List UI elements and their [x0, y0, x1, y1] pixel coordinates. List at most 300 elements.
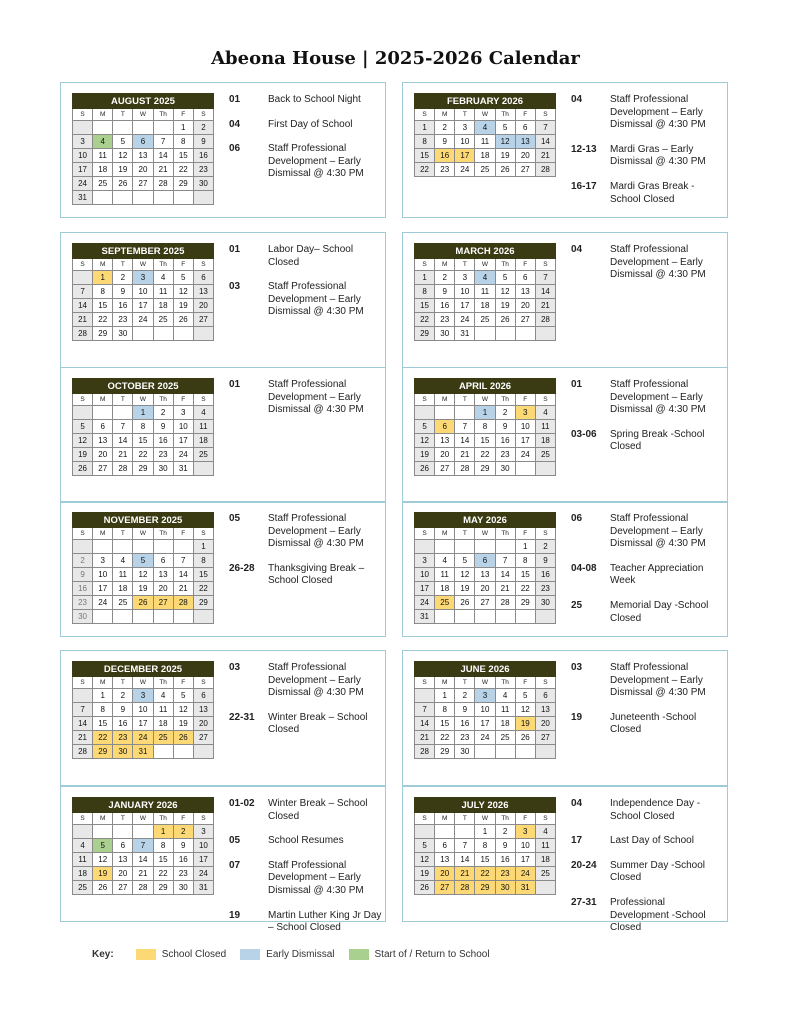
- event-description: Winter Break – School Closed: [268, 711, 368, 736]
- month-panel: [60, 650, 386, 786]
- calendar-day: 11: [93, 149, 113, 163]
- calendar-day: 27: [515, 163, 535, 177]
- calendar-day: 16: [193, 149, 213, 163]
- calendar-day: 30: [455, 745, 475, 759]
- calendar-day: 16: [73, 582, 93, 596]
- calendar-day: 14: [415, 717, 435, 731]
- calendar-day: 20: [153, 582, 173, 596]
- calendar-day: 19: [495, 299, 515, 313]
- calendar-day: 4: [475, 121, 495, 135]
- calendar-day: 31: [133, 745, 153, 759]
- calendar-day: 11: [475, 135, 495, 149]
- day-of-week-header: T: [455, 259, 475, 271]
- calendar-day: 7: [73, 285, 93, 299]
- calendar-day: 9: [455, 703, 475, 717]
- month-panel: [60, 367, 386, 503]
- day-of-week-header: Th: [495, 813, 515, 825]
- event-description: Mardi Gras – Early Dismissal @ 4:30 PM: [610, 143, 706, 168]
- calendar-empty-cell: [93, 406, 113, 420]
- calendar-day: 3: [193, 825, 213, 839]
- event-date: 03: [229, 281, 241, 293]
- month-panel: [402, 82, 728, 218]
- event-description: Summer Day -School Closed: [610, 859, 706, 884]
- calendar-day: 4: [435, 554, 455, 568]
- calendar-day: 16: [153, 434, 173, 448]
- event-date: 04: [571, 798, 583, 809]
- event-list: [571, 798, 725, 935]
- calendar-day: 11: [535, 839, 555, 853]
- calendar-day: 5: [113, 135, 133, 149]
- month-title: FEBRUARY 2026: [415, 94, 556, 109]
- calendar-day: 19: [455, 582, 475, 596]
- day-of-week-header: S: [73, 677, 93, 689]
- calendar-day: 15: [415, 149, 435, 163]
- event-date: 05: [229, 835, 241, 847]
- calendar-day: 7: [415, 703, 435, 717]
- calendar-day: 12: [495, 135, 515, 149]
- calendar-day: 3: [173, 406, 193, 420]
- calendar-day: 22: [93, 313, 113, 327]
- calendar-day: 3: [133, 271, 153, 285]
- calendar-empty-cell: [113, 540, 133, 554]
- calendar-day: 29: [475, 462, 495, 476]
- calendar-day: 17: [133, 299, 153, 313]
- calendar-day: 10: [93, 568, 113, 582]
- calendar-day: 14: [495, 568, 515, 582]
- calendar-day: 26: [415, 881, 435, 895]
- calendar-day: 24: [93, 596, 113, 610]
- calendar-day: 5: [133, 554, 153, 568]
- calendar-day: 28: [415, 745, 435, 759]
- calendar-day: 27: [435, 462, 455, 476]
- calendar-day: 8: [153, 839, 173, 853]
- day-of-week-header: W: [133, 813, 153, 825]
- event-date: 27-31: [571, 896, 597, 908]
- calendar-day: 17: [93, 582, 113, 596]
- calendar-day: 23: [535, 582, 555, 596]
- calendar-day: 21: [535, 149, 555, 163]
- event-description: Memorial Day -School Closed: [610, 599, 709, 624]
- event-date: 04: [571, 244, 583, 255]
- calendar-day: 20: [535, 717, 555, 731]
- calendar-day: 6: [193, 689, 213, 703]
- calendar-empty-cell: [495, 610, 515, 624]
- event-item: [571, 144, 725, 169]
- calendar-empty-cell: [475, 610, 495, 624]
- calendar-day: 19: [173, 717, 193, 731]
- day-of-week-header: F: [515, 813, 535, 825]
- calendar-empty-cell: [93, 610, 113, 624]
- event-list: [229, 379, 383, 417]
- calendar-day: 7: [495, 554, 515, 568]
- calendar-day: 18: [113, 582, 133, 596]
- calendar-day: 7: [113, 420, 133, 434]
- event-list: [571, 379, 725, 454]
- month-panel: [60, 501, 386, 637]
- calendar-day: 2: [113, 271, 133, 285]
- month-calendar: [414, 512, 556, 624]
- calendar-day: 12: [113, 149, 133, 163]
- calendar-empty-cell: [113, 825, 133, 839]
- calendar-day: 20: [515, 299, 535, 313]
- calendar-day: 27: [193, 731, 213, 745]
- calendar-empty-cell: [415, 540, 435, 554]
- calendar-empty-cell: [73, 406, 93, 420]
- event-date: 20-24: [571, 859, 597, 871]
- calendar-day: 30: [113, 327, 133, 341]
- day-of-week-header: M: [93, 528, 113, 540]
- day-of-week-header: F: [173, 813, 193, 825]
- calendar-day: 15: [93, 299, 113, 313]
- calendar-day: 21: [73, 731, 93, 745]
- calendar-day: 10: [133, 285, 153, 299]
- calendar-day: 9: [113, 285, 133, 299]
- day-of-week-header: S: [193, 528, 213, 540]
- event-description: Spring Break -School Closed: [610, 428, 705, 453]
- day-of-week-header: S: [415, 259, 435, 271]
- calendar-day: 13: [515, 285, 535, 299]
- calendar-day: 5: [495, 271, 515, 285]
- calendar-day: 25: [153, 731, 173, 745]
- calendar-day: 2: [435, 271, 455, 285]
- calendar-day: 24: [475, 731, 495, 745]
- calendar-day: 23: [73, 596, 93, 610]
- calendar-day: 24: [515, 867, 535, 881]
- calendar-day: 9: [113, 703, 133, 717]
- calendar-day: 8: [515, 554, 535, 568]
- calendar-day: 28: [173, 596, 193, 610]
- calendar-day: 8: [93, 285, 113, 299]
- calendar-empty-cell: [113, 121, 133, 135]
- calendar-day: 26: [455, 596, 475, 610]
- calendar-empty-cell: [73, 121, 93, 135]
- calendar-day: 23: [455, 731, 475, 745]
- month-calendar: [414, 243, 556, 341]
- calendar-empty-cell: [113, 610, 133, 624]
- day-of-week-header: F: [515, 528, 535, 540]
- calendar-day: 5: [415, 839, 435, 853]
- day-of-week-header: S: [193, 394, 213, 406]
- calendar-day: 27: [475, 596, 495, 610]
- calendar-empty-cell: [73, 825, 93, 839]
- month-calendar: [72, 243, 214, 341]
- calendar-day: 2: [153, 406, 173, 420]
- event-list: [229, 513, 383, 588]
- calendar-day: 16: [495, 853, 515, 867]
- calendar-day: 15: [133, 434, 153, 448]
- event-description: Staff Professional Development – Early Dismissal @ 4:30 PM: [610, 379, 706, 416]
- calendar-day: 26: [173, 313, 193, 327]
- calendar-day: 16: [535, 568, 555, 582]
- event-description: Thanksgiving Break – School Closed: [268, 562, 365, 587]
- calendar-day: 3: [93, 554, 113, 568]
- calendar-day: 25: [535, 448, 555, 462]
- calendar-day: 24: [73, 177, 93, 191]
- day-of-week-header: T: [113, 259, 133, 271]
- calendar-day: 21: [495, 582, 515, 596]
- calendar-day: 7: [455, 839, 475, 853]
- calendar-day: 7: [73, 703, 93, 717]
- calendar-day: 31: [415, 610, 435, 624]
- day-of-week-header: S: [193, 677, 213, 689]
- calendar-day: 25: [153, 313, 173, 327]
- calendar-empty-cell: [435, 610, 455, 624]
- event-description: Staff Professional Development – Early Dismissal @ 4:30 PM: [268, 513, 364, 550]
- calendar-day: 3: [515, 406, 535, 420]
- calendar-day: 21: [415, 731, 435, 745]
- legend-item-early-dismissal: [240, 949, 334, 960]
- calendar-day: 23: [113, 313, 133, 327]
- event-date: 04: [571, 94, 583, 105]
- day-of-week-header: S: [535, 528, 555, 540]
- calendar-day: 28: [133, 881, 153, 895]
- calendar-day: 28: [113, 462, 133, 476]
- event-item: [571, 513, 725, 551]
- event-date: 25: [571, 599, 583, 611]
- calendar-day: 15: [415, 299, 435, 313]
- event-item: [229, 94, 383, 107]
- calendar-day: 11: [73, 853, 93, 867]
- calendar-day: 9: [153, 420, 173, 434]
- calendar-day: 24: [133, 313, 153, 327]
- calendar-empty-cell: [153, 540, 173, 554]
- event-item: [229, 143, 383, 181]
- event-description: Staff Professional Development – Early Dismissal @ 4:30 PM: [268, 662, 364, 699]
- event-description: Martin Luther King Jr Day – School Closed: [268, 909, 382, 934]
- start-return-swatch: [349, 949, 369, 960]
- calendar-empty-cell: [455, 825, 475, 839]
- calendar-day: 13: [193, 285, 213, 299]
- calendar-day: 11: [153, 285, 173, 299]
- event-description: School Resumes: [268, 835, 344, 847]
- calendar-day: 4: [535, 406, 555, 420]
- event-item: [571, 244, 725, 282]
- calendar-day: 2: [535, 540, 555, 554]
- day-of-week-header: M: [435, 109, 455, 121]
- month-title: AUGUST 2025: [73, 94, 214, 109]
- calendar-day: 18: [495, 717, 515, 731]
- day-of-week-header: F: [515, 109, 535, 121]
- calendar-day: 4: [495, 689, 515, 703]
- calendar-day: 8: [173, 135, 193, 149]
- day-of-week-header: M: [435, 259, 455, 271]
- day-of-week-header: M: [435, 813, 455, 825]
- calendar-day: 21: [73, 313, 93, 327]
- month-panel: [60, 232, 386, 368]
- month-title: SEPTEMBER 2025: [73, 244, 214, 259]
- calendar-day: 12: [415, 853, 435, 867]
- calendar-day: 30: [113, 745, 133, 759]
- event-item: [229, 860, 383, 898]
- event-date: 01: [229, 379, 241, 390]
- day-of-week-header: M: [435, 677, 455, 689]
- calendar-day: 6: [515, 271, 535, 285]
- event-list: [229, 798, 383, 935]
- day-of-week-header: S: [415, 813, 435, 825]
- event-date: 03: [571, 662, 583, 673]
- calendar-empty-cell: [535, 881, 555, 895]
- calendar-day: 3: [455, 271, 475, 285]
- calendar-empty-cell: [173, 540, 193, 554]
- calendar-day: 12: [93, 853, 113, 867]
- day-of-week-header: F: [515, 677, 535, 689]
- calendar-empty-cell: [535, 327, 555, 341]
- calendar-day: 24: [455, 163, 475, 177]
- calendar-empty-cell: [133, 191, 153, 205]
- event-list: [229, 244, 383, 319]
- calendar-day: 10: [133, 703, 153, 717]
- day-of-week-header: T: [113, 677, 133, 689]
- calendar-day: 26: [173, 731, 193, 745]
- day-of-week-header: W: [475, 528, 495, 540]
- calendar-day: 7: [173, 554, 193, 568]
- school-closed-swatch: [136, 949, 156, 960]
- calendar-day: 15: [475, 434, 495, 448]
- calendar-day: 30: [153, 462, 173, 476]
- calendar-day: 27: [193, 313, 213, 327]
- month-title: JANUARY 2026: [73, 798, 214, 813]
- event-item: [571, 798, 725, 823]
- calendar-day: 22: [515, 582, 535, 596]
- calendar-day: 11: [153, 703, 173, 717]
- calendar-day: 6: [435, 839, 455, 853]
- day-of-week-header: W: [133, 677, 153, 689]
- calendar-day: 1: [475, 825, 495, 839]
- calendar-day: 1: [93, 689, 113, 703]
- calendar-day: 22: [415, 163, 435, 177]
- event-item: [229, 244, 383, 269]
- legend-item-school-closed: [136, 949, 226, 960]
- event-item: [229, 513, 383, 551]
- event-item: [229, 835, 383, 848]
- calendar-day: 10: [475, 703, 495, 717]
- calendar-day: 27: [515, 313, 535, 327]
- calendar-day: 19: [495, 149, 515, 163]
- calendar-day: 11: [535, 420, 555, 434]
- calendar-day: 26: [73, 462, 93, 476]
- calendar-day: 8: [415, 135, 435, 149]
- day-of-week-header: T: [113, 813, 133, 825]
- calendar-day: 2: [495, 825, 515, 839]
- calendar-day: 21: [173, 582, 193, 596]
- day-of-week-header: F: [173, 259, 193, 271]
- calendar-day: 18: [475, 149, 495, 163]
- event-description: Teacher Appreciation Week: [610, 562, 704, 587]
- calendar-day: 8: [475, 420, 495, 434]
- calendar-day: 3: [73, 135, 93, 149]
- calendar-day: 23: [435, 313, 455, 327]
- event-description: Independence Day - School Closed: [610, 798, 701, 822]
- event-description: Staff Professional Development – Early Dismissal @ 4:30 PM: [268, 281, 364, 318]
- calendar-day: 8: [193, 554, 213, 568]
- calendar-day: 11: [193, 420, 213, 434]
- event-description: Staff Professional Development – Early Dismissal @ 4:30 PM: [268, 859, 364, 896]
- day-of-week-header: M: [93, 259, 113, 271]
- calendar-day: 20: [93, 448, 113, 462]
- event-item: [571, 897, 725, 935]
- day-of-week-header: S: [535, 109, 555, 121]
- calendar-empty-cell: [535, 745, 555, 759]
- calendar-day: 7: [535, 271, 555, 285]
- day-of-week-header: Th: [153, 528, 173, 540]
- calendar-empty-cell: [93, 540, 113, 554]
- calendar-day: 11: [475, 285, 495, 299]
- day-of-week-header: S: [415, 109, 435, 121]
- day-of-week-header: S: [535, 813, 555, 825]
- calendar-day: 1: [515, 540, 535, 554]
- legend: [92, 949, 504, 960]
- calendar-day: 24: [193, 867, 213, 881]
- calendar-day: 8: [415, 285, 435, 299]
- calendar-day: 21: [113, 448, 133, 462]
- day-of-week-header: Th: [153, 109, 173, 121]
- day-of-week-header: T: [455, 109, 475, 121]
- month-calendar: [414, 661, 556, 759]
- calendar-day: 1: [475, 406, 495, 420]
- event-date: 16-17: [571, 180, 597, 192]
- calendar-day: 22: [475, 867, 495, 881]
- day-of-week-header: Th: [153, 813, 173, 825]
- day-of-week-header: F: [173, 528, 193, 540]
- calendar-day: 8: [133, 420, 153, 434]
- event-item: [229, 119, 383, 132]
- calendar-day: 15: [173, 149, 193, 163]
- calendar-empty-cell: [193, 462, 213, 476]
- calendar-day: 23: [495, 867, 515, 881]
- month-calendar: [72, 93, 214, 205]
- day-of-week-header: W: [133, 109, 153, 121]
- calendar-day: 17: [415, 582, 435, 596]
- day-of-week-header: S: [73, 109, 93, 121]
- calendar-day: 23: [495, 448, 515, 462]
- event-date: 05: [229, 513, 241, 524]
- calendar-day: 20: [193, 299, 213, 313]
- calendar-day: 13: [435, 434, 455, 448]
- calendar-day: 10: [173, 420, 193, 434]
- calendar-day: 5: [415, 420, 435, 434]
- event-description: Labor Day– School Closed: [268, 244, 354, 268]
- event-date: 06: [229, 143, 241, 155]
- calendar-day: 14: [455, 853, 475, 867]
- calendar-day: 25: [495, 731, 515, 745]
- day-of-week-header: W: [475, 259, 495, 271]
- day-of-week-header: S: [415, 677, 435, 689]
- calendar-day: 2: [113, 689, 133, 703]
- calendar-day: 10: [73, 149, 93, 163]
- calendar-day: 12: [415, 434, 435, 448]
- calendar-day: 2: [173, 825, 193, 839]
- event-item: [229, 910, 383, 935]
- calendar-day: 4: [93, 135, 113, 149]
- day-of-week-header: Th: [153, 259, 173, 271]
- calendar-day: 14: [73, 717, 93, 731]
- month-title: APRIL 2026: [415, 379, 556, 394]
- calendar-day: 6: [153, 554, 173, 568]
- calendar-empty-cell: [173, 610, 193, 624]
- calendar-empty-cell: [495, 540, 515, 554]
- calendar-day: 29: [93, 745, 113, 759]
- calendar-day: 12: [495, 285, 515, 299]
- calendar-day: 29: [133, 462, 153, 476]
- calendar-day: 30: [495, 462, 515, 476]
- calendar-empty-cell: [193, 191, 213, 205]
- calendar-day: 28: [153, 177, 173, 191]
- calendar-day: 26: [515, 731, 535, 745]
- calendar-day: 13: [475, 568, 495, 582]
- calendar-day: 13: [133, 149, 153, 163]
- day-of-week-header: F: [173, 109, 193, 121]
- calendar-day: 6: [535, 689, 555, 703]
